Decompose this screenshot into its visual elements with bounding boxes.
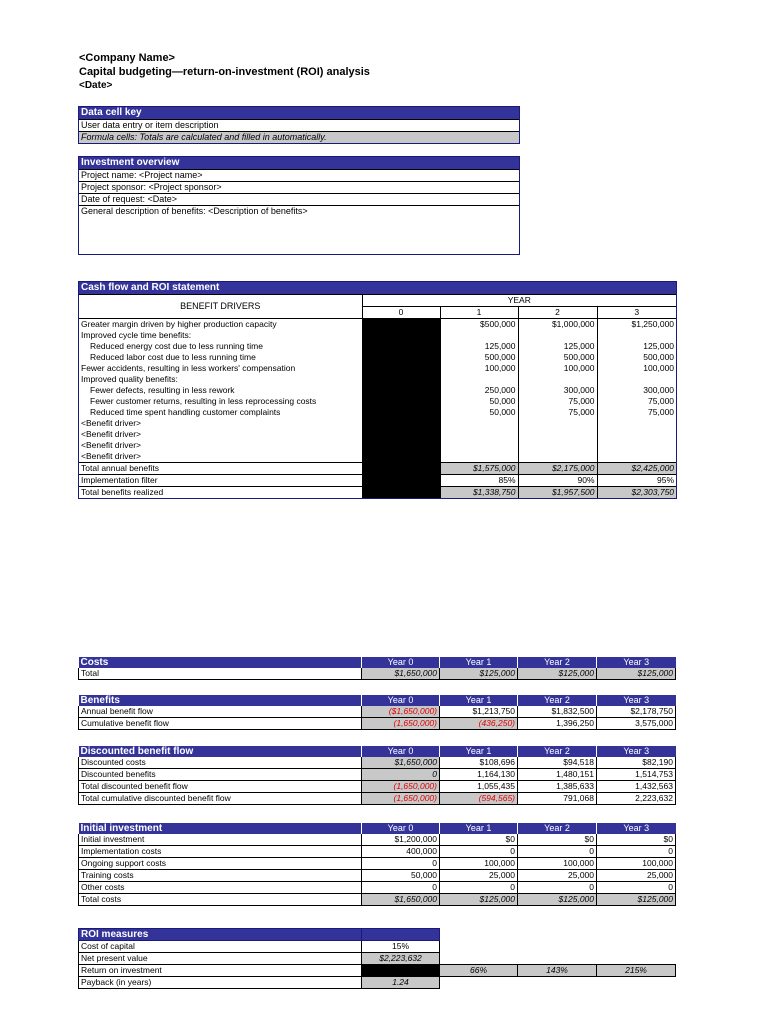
benefit-value-y3[interactable]: 100,000 [597,363,676,374]
benefits-row-label: Annual benefit flow [79,706,362,718]
benefit-value-y3[interactable]: 75,000 [597,407,676,418]
realized-y2: $1,957,500 [518,487,597,499]
discounted-row-label: Discounted costs [79,757,362,769]
benefit-value-y2[interactable]: 125,000 [518,341,597,352]
initial-value-year-2[interactable]: $0 [518,834,597,846]
benefit-drivers-header: BENEFIT DRIVERS [79,295,362,319]
year-0-blackout [362,429,440,440]
discounted-title: Discounted benefit flow [79,746,362,757]
initial-title: Initial investment [79,823,362,834]
year-2-column-header: Year 2 [518,657,597,668]
benefits-row [79,718,676,730]
benefit-value-y3[interactable]: 300,000 [597,385,676,396]
costs-row-label: Total [79,668,362,680]
implementation-filter-y2[interactable]: 90% [518,475,597,487]
benefit-value-y3[interactable] [597,440,676,451]
benefit-driver-row [79,352,676,363]
benefit-value-y3[interactable]: 125,000 [597,341,676,352]
discounted-value-year-1: (594,565) [440,793,518,805]
benefit-driver-row [79,396,676,407]
investment-overview-title: Investment overview [79,157,519,170]
benefit-driver-label[interactable]: Fewer customer returns, resulting in less reprocessing costs [90,396,317,406]
benefit-value-y2[interactable] [518,374,597,385]
initial-value-year-3[interactable]: $0 [597,834,676,846]
benefit-driver-label[interactable]: Reduced labor cost due to less running time [90,352,256,362]
benefit-value-y1[interactable]: 125,000 [440,341,518,352]
initial-value-year-2[interactable]: 0 [518,882,597,894]
costs-value-year-3: $125,000 [597,668,676,680]
benefit-driver-label[interactable]: <Benefit driver> [81,451,142,461]
discounted-row [79,793,676,805]
initial-row-label: Ongoing support costs [79,858,362,870]
initial-value-year-3: $125,000 [597,894,676,906]
initial-value-year-1: $125,000 [440,894,518,906]
discounted-value-year-1: 1,055,435 [440,781,518,793]
benefit-value-y1[interactable] [440,418,518,429]
benefit-value-y2[interactable] [518,330,597,341]
year-0-column-header: Year 0 [362,823,440,834]
benefit-driver-label[interactable]: <Benefit driver> [81,418,142,428]
initial-row [79,882,676,894]
formula-key: Formula cells: Totals are calculated and filled in automatically. [79,132,519,143]
total-annual-y1: $1,575,000 [440,463,518,475]
year-0-blackout [362,407,440,418]
benefit-value-y3[interactable] [597,451,676,463]
year-0-column-header: Year 0 [362,695,440,706]
costs-row [79,668,676,680]
total-annual-benefits-label: Total annual benefits [79,463,362,475]
roi-title-fill [362,929,440,941]
benefit-value-y2[interactable]: $1,000,000 [518,319,597,331]
year-0-blackout [362,330,440,341]
benefit-driver-row [79,374,676,385]
year-0-blackout [362,374,440,385]
discounted-value-year-0: (1,650,000) [362,793,440,805]
benefit-value-y2[interactable]: 75,000 [518,407,597,418]
year-0-blackout [362,319,440,331]
benefit-driver-label[interactable]: Reduced energy cost due to less running time [90,341,263,351]
costs-value-year-0: $1,650,000 [362,668,440,680]
benefits-description-field[interactable]: General description of benefits: <Description of benefits> [81,206,308,216]
initial-value-year-2: $125,000 [518,894,597,906]
benefits-row [79,706,676,718]
total-benefits-realized-label: Total benefits realized [79,487,362,499]
benefit-driver-row [79,341,676,352]
benefits-value-year-0: (1,650,000) [362,718,440,730]
discounted-value-year-2: 1,480,151 [518,769,597,781]
year-0-blackout [362,363,440,374]
year-3-column-header: Year 3 [597,746,676,757]
benefit-driver-label[interactable]: Improved cycle time benefits: [81,330,192,340]
implementation-filter-y1[interactable]: 85% [440,475,518,487]
cash-flow-statement [78,281,677,499]
benefit-driver-label[interactable]: Reduced time spent handling customer complaints [90,407,281,417]
year-2-header: 2 [518,307,597,319]
benefit-driver-label[interactable]: Greater margin driven by higher production capacity [81,319,277,329]
year-header: YEAR [362,295,676,307]
benefit-driver-label[interactable]: <Benefit driver> [81,429,142,439]
roi-label: Return on investment [79,965,362,977]
discounted-value-year-2: 1,385,633 [518,781,597,793]
year-1-column-header: Year 1 [440,695,518,706]
benefits-title: Benefits [79,695,362,706]
investment-overview [78,156,520,255]
benefit-value-y3[interactable]: $1,250,000 [597,319,676,331]
benefits-value-year-3: $2,178,750 [597,706,676,718]
initial-value-year-2[interactable]: 0 [518,846,597,858]
benefit-driver-row [79,363,676,374]
benefit-value-y1[interactable] [440,330,518,341]
initial-row-label: Total costs [79,894,362,906]
year-0-blackout [362,463,440,475]
benefit-value-y3[interactable] [597,429,676,440]
benefits-table [78,695,676,730]
year-1-column-header: Year 1 [440,823,518,834]
benefit-driver-row [79,407,676,418]
cost-of-capital-label: Cost of capital [79,941,362,953]
year-0-blackout [362,352,440,363]
benefit-value-y2[interactable]: 500,000 [518,352,597,363]
benefit-driver-label[interactable]: Improved quality benefits: [81,374,178,384]
discounted-value-year-2: 791,068 [518,793,597,805]
discounted-row [79,757,676,769]
initial-value-year-0: $1,650,000 [362,894,440,906]
year-3-column-header: Year 3 [597,823,676,834]
benefit-value-y2[interactable]: 75,000 [518,396,597,407]
initial-value-year-0[interactable]: 0 [362,882,440,894]
year-3-header: 3 [597,307,676,319]
benefits-value-year-3: 3,575,000 [597,718,676,730]
data-entry-key[interactable]: User data entry or item description [79,120,519,132]
benefit-driver-row [79,429,676,440]
report-date: <Date> [79,80,113,91]
discounted-row-label: Total discounted benefit flow [79,781,362,793]
year-0-blackout [362,396,440,407]
roi-y1: 66% [440,965,518,977]
roi-y3: 215% [597,965,676,977]
benefit-value-y3[interactable] [597,374,676,385]
benefits-value-year-1: (436,250) [440,718,518,730]
discounted-value-year-1: $108,696 [440,757,518,769]
discounted-value-year-2: $94,518 [518,757,597,769]
total-annual-y2: $2,175,000 [518,463,597,475]
benefits-header-row [79,695,676,706]
initial-value-year-3[interactable]: 25,000 [597,870,676,882]
implementation-filter-y3[interactable]: 95% [597,475,676,487]
year-1-header: 1 [440,307,518,319]
benefit-driver-row [79,440,676,451]
costs-value-year-1: $125,000 [440,668,518,680]
year-0-blackout [362,451,440,463]
benefit-value-y2[interactable] [518,429,597,440]
benefit-driver-label[interactable]: Fewer defects, resulting in less rework [90,385,235,395]
initial-value-year-1[interactable]: 0 [440,882,518,894]
benefits-value-year-2: 1,396,250 [518,718,597,730]
discounted-value-year-0: 0 [362,769,440,781]
benefit-driver-row [79,451,676,463]
year-0-blackout [362,475,440,487]
benefit-driver-row [79,330,676,341]
benefit-driver-row [79,418,676,429]
costs-header-row [79,657,676,668]
benefit-driver-label[interactable]: <Benefit driver> [81,440,142,450]
discounted-row [79,769,676,781]
date-of-request-field[interactable]: Date of request: <Date> [79,194,519,206]
benefit-value-y2[interactable]: 100,000 [518,363,597,374]
costs-value-year-2: $125,000 [518,668,597,680]
npv-value: $2,223,632 [362,953,440,965]
discounted-header-row [79,746,676,757]
initial-row [79,858,676,870]
benefit-value-y1[interactable] [440,440,518,451]
initial-row [79,834,676,846]
benefit-value-y3[interactable]: 500,000 [597,352,676,363]
discounted-row-label: Total cumulative discounted benefit flow [79,793,362,805]
benefit-value-y1[interactable] [440,451,518,463]
initial-value-year-3[interactable]: 100,000 [597,858,676,870]
total-annual-y3: $2,425,000 [597,463,676,475]
roi-y2: 143% [518,965,597,977]
benefit-value-y3[interactable]: 75,000 [597,396,676,407]
initial-value-year-0[interactable]: 400,000 [362,846,440,858]
benefits-value-year-2: $1,832,500 [518,706,597,718]
benefit-value-y3[interactable] [597,418,676,429]
cash-flow-table [79,295,676,498]
benefits-value-year-1: $1,213,750 [440,706,518,718]
discounted-value-year-3: 2,223,632 [597,793,676,805]
benefit-value-y3[interactable] [597,330,676,341]
discounted-value-year-1: 1,164,130 [440,769,518,781]
costs-table [78,657,676,680]
initial-value-year-0[interactable]: 50,000 [362,870,440,882]
year-0-column-header: Year 0 [362,657,440,668]
year-0-blackout [362,385,440,396]
cash-flow-title: Cash flow and ROI statement [79,282,676,295]
initial-value-year-0[interactable]: $1,200,000 [362,834,440,846]
initial-row-label: Implementation costs [79,846,362,858]
initial-header-row [79,823,676,834]
initial-row [79,846,676,858]
data-cell-key [78,106,520,144]
benefit-value-y2[interactable]: 300,000 [518,385,597,396]
year-0-blackout [362,487,440,499]
discounted-value-year-3: 1,514,753 [597,769,676,781]
discounted-value-year-3: $82,190 [597,757,676,769]
initial-table [78,823,676,906]
benefit-value-y1[interactable]: $500,000 [440,319,518,331]
initial-row-label: Other costs [79,882,362,894]
benefit-value-y1[interactable] [440,429,518,440]
benefit-value-y2[interactable] [518,451,597,463]
initial-row-label: Training costs [79,870,362,882]
initial-value-year-0[interactable]: 0 [362,858,440,870]
initial-value-year-2[interactable]: 25,000 [518,870,597,882]
benefit-value-y1[interactable]: 50,000 [440,407,518,418]
year-2-column-header: Year 2 [518,746,597,757]
year-0-header: 0 [362,307,440,319]
discounted-row-label: Discounted benefits [79,769,362,781]
initial-value-year-1[interactable]: 100,000 [440,858,518,870]
initial-value-year-1[interactable]: $0 [440,834,518,846]
initial-row [79,870,676,882]
realized-y3: $2,303,750 [597,487,676,499]
year-0-column-header: Year 0 [362,746,440,757]
benefit-value-y1[interactable]: 50,000 [440,396,518,407]
year-3-column-header: Year 3 [597,695,676,706]
company-name: <Company Name> [79,52,175,64]
discounted-value-year-3: 1,432,563 [597,781,676,793]
initial-row-label: Initial investment [79,834,362,846]
initial-value-year-1[interactable]: 0 [440,846,518,858]
cost-of-capital-value[interactable]: 15% [362,941,440,953]
project-name-field[interactable]: Project name: <Project name> [79,170,519,182]
benefit-value-y2[interactable] [518,418,597,429]
roi-year-0-blackout [362,965,440,977]
benefit-driver-row [79,319,676,331]
discounted-value-year-0: (1,650,000) [362,781,440,793]
benefit-value-y1[interactable]: 100,000 [440,363,518,374]
page-title: Capital budgeting—return-on-investment (ROI) analysis [79,66,370,78]
year-0-blackout [362,418,440,429]
payback-label: Payback (in years) [79,977,362,989]
payback-value: 1.24 [362,977,440,989]
costs-title: Costs [79,657,362,668]
discounted-table [78,746,676,805]
discounted-value-year-0: $1,650,000 [362,757,440,769]
year-2-column-header: Year 2 [518,823,597,834]
initial-row [79,894,676,906]
year-3-column-header: Year 3 [597,657,676,668]
benefit-value-y2[interactable] [518,440,597,451]
year-0-blackout [362,341,440,352]
year-2-column-header: Year 2 [518,695,597,706]
benefit-value-y1[interactable]: 250,000 [440,385,518,396]
benefit-driver-label[interactable]: Fewer accidents, resulting in less workers' compensation [81,363,296,373]
initial-value-year-3[interactable]: 0 [597,882,676,894]
year-1-column-header: Year 1 [440,746,518,757]
project-sponsor-field[interactable]: Project sponsor: <Project sponsor> [79,182,519,194]
year-1-column-header: Year 1 [440,657,518,668]
initial-value-year-2[interactable]: 100,000 [518,858,597,870]
year-0-blackout [362,440,440,451]
data-cell-key-title: Data cell key [79,107,519,120]
benefit-value-y1[interactable] [440,374,518,385]
roi-measures-table [78,928,676,989]
benefits-value-year-0: ($1,650,000) [362,706,440,718]
benefit-driver-row [79,385,676,396]
realized-y1: $1,338,750 [440,487,518,499]
npv-label: Net present value [79,953,362,965]
benefit-value-y1[interactable]: 500,000 [440,352,518,363]
initial-value-year-3[interactable]: 0 [597,846,676,858]
implementation-filter-label: Implementation filter [79,475,362,487]
benefits-row-label: Cumulative benefit flow [79,718,362,730]
roi-measures-title: ROI measures [79,929,362,941]
initial-value-year-1[interactable]: 25,000 [440,870,518,882]
discounted-row [79,781,676,793]
